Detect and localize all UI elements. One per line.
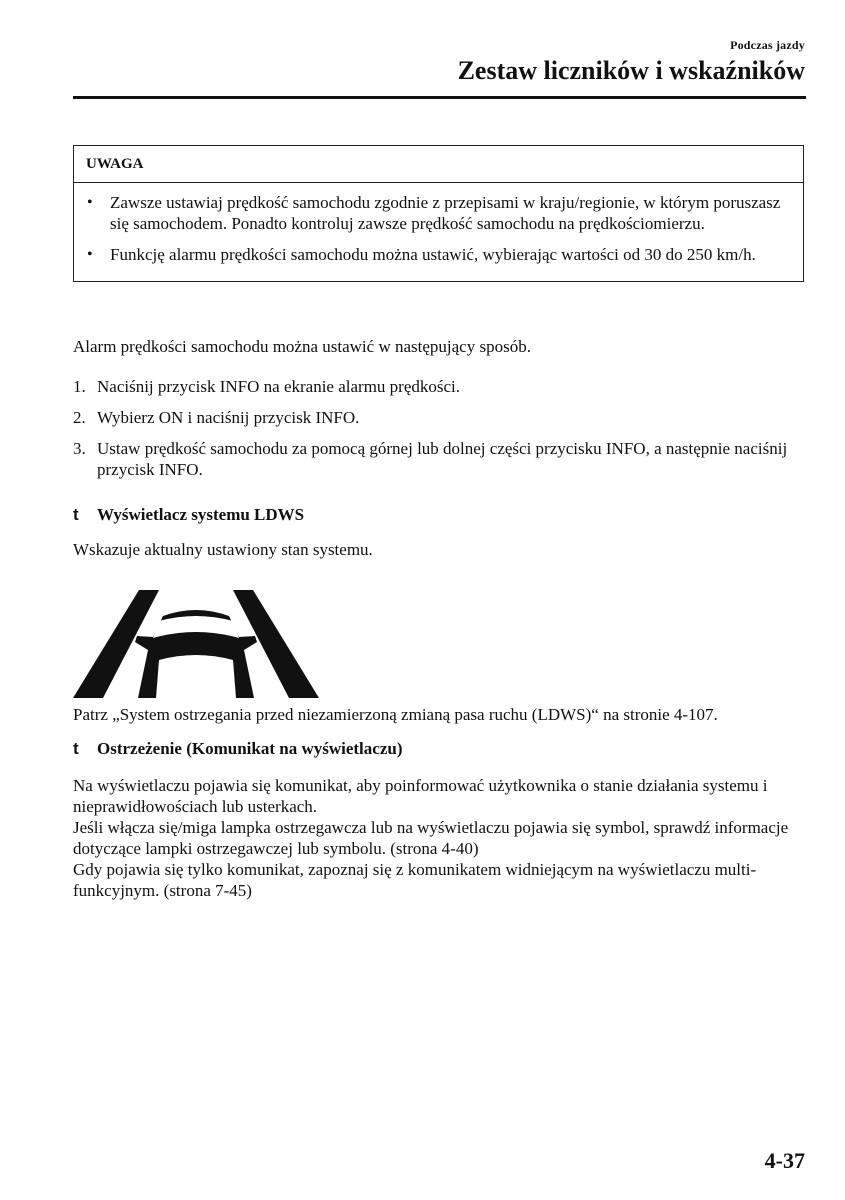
step-item <box>73 376 813 397</box>
note-box <box>73 145 804 282</box>
bullet-icon: • <box>87 194 93 211</box>
note-list <box>74 183 803 281</box>
paragraph: Jeśli włącza się/miga lampka ostrzegawcza lub na wyświetlaczu pojawia się symbol, sprawdź informacje dotyczące lampki ostrzegawczej lub symbolu. (strona 4-40) <box>73 818 789 858</box>
section-heading-text: Ostrzeżenie (Komunikat na wyświetlaczu) <box>97 739 403 758</box>
bullet-icon: • <box>87 246 93 263</box>
step-text: Naciśnij przycisk INFO na ekranie alarmu prędkości. <box>97 377 461 396</box>
page-title: Zestaw liczników i wskaźników <box>457 56 805 85</box>
note-item <box>86 192 789 234</box>
page-number: 4-37 <box>764 1148 805 1173</box>
note-label: UWAGA <box>74 146 803 183</box>
section-marker: t <box>73 739 79 758</box>
paragraph: Na wyświetlaczu pojawia się komunikat, aby poinformować użytkownika o stanie działania systemu i nieprawidłowościach lub usterkach. <box>73 776 768 816</box>
step-number: 3. <box>73 439 86 458</box>
ldws-lane-car-icon <box>73 590 319 703</box>
paragraph: Gdy pojawia się tylko komunikat, zapoznaj się z komunikatem widniejącym na wyświetlaczu multi-funkcyjnym. (strona 7-45) <box>73 860 757 900</box>
section-text: Wskazuje aktualny ustawiony stan systemu. <box>73 540 373 559</box>
note-item-text: Funkcję alarmu prędkości samochodu można ustawić, wybierając wartości od 30 do 250 km/h. <box>110 245 756 264</box>
step-text: Ustaw prędkość samochodu za pomocą górnej lub dolnej części przycisku INFO, a następnie naciśnij przycisk INFO. <box>97 439 788 479</box>
section-heading-text: Wyświetlacz systemu LDWS <box>97 505 305 524</box>
note-item-text: Zawsze ustawiaj prędkość samochodu zgodnie z przepisami w kraju/regionie, w którym poruszasz się samochodem. Ponadto kontroluj zawsze prędkość samochodu na prędkościomierzu. <box>110 193 781 233</box>
title-rule <box>73 96 806 99</box>
section-label: Podczas jazdy <box>730 38 805 52</box>
step-number: 1. <box>73 377 86 396</box>
section-heading <box>73 504 304 525</box>
note-item <box>86 244 789 265</box>
section-marker: t <box>73 505 79 524</box>
intro-text: Alarm prędkości samochodu można ustawić w następujący sposób. <box>73 337 531 356</box>
steps-list <box>73 376 813 490</box>
step-text: Wybierz ON i naciśnij przycisk INFO. <box>97 408 360 427</box>
section-heading <box>73 738 402 759</box>
step-item <box>73 407 813 428</box>
step-number: 2. <box>73 408 86 427</box>
warning-paragraphs <box>73 775 813 901</box>
step-item <box>73 438 813 480</box>
reference-text: Patrz „System ostrzegania przed niezamierzoną zmianą pasa ruchu (LDWS)“ na stronie 4-107. <box>73 705 718 724</box>
